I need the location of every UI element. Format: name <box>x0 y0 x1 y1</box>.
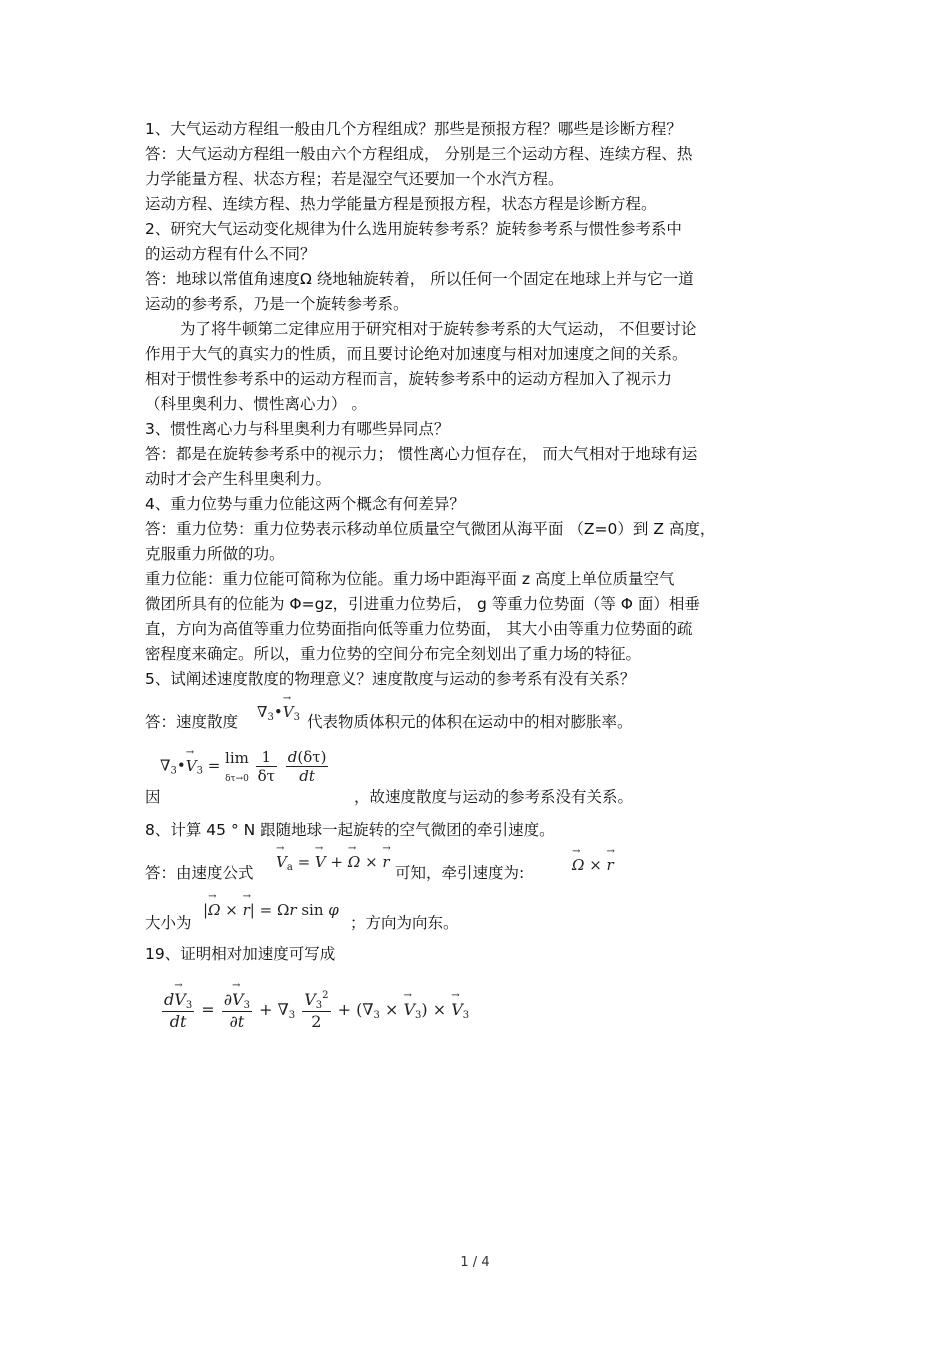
text-line: 运动的参考系，乃是一个旋转参考系。 <box>145 295 409 313</box>
text-line: 可知，牵引速度为: <box>395 864 525 882</box>
text-line: 大小为 <box>145 914 192 932</box>
text-line: 答：地球以常值角速度Ω 绕地轴旋转着， 所以任何一个固定在地球上并与它一道 <box>145 270 694 288</box>
page-number: 1 / 4 <box>460 1255 490 1270</box>
text-line: 因 <box>145 788 161 806</box>
text-line: ；方向为向东。 <box>350 914 459 932</box>
text-line: 重力位能：重力位能可简称为位能。重力场中距海平面 z 高度上单位质量空气 <box>145 570 675 588</box>
relative-acceleration-formula-image: $\frac{d\to V_3}{dt}$ = $\frac{\partial\to V_3}{\partial t}$ + $\nabla_3$ $\frac{V_3^2}{2}$ + ($\nabla_3$ × → $V_3$) × → $V_3$ <box>160 990 469 1031</box>
text-line: 2、研究大气运动变化规律为什么选用旋转参考系？旋转参考系与惯性参考系中 <box>145 220 682 238</box>
text-line: 的运动方程有什么不同？ <box>145 245 316 263</box>
text-line: 5、试阐述速度散度的物理意义？速度散度与运动的参考系有没有关系？ <box>145 670 636 688</box>
text-line: 为了将牛顿第二定律应用于研究相对于旋转参考系的大气运动， 不但要讨论 <box>180 320 697 338</box>
text-line: ，故速度散度与运动的参考系没有关系。 <box>354 788 634 806</box>
text-line: 19、证明相对加速度可写成 <box>145 945 336 963</box>
text-line: （科里奥利力、惯性离心力） 。 <box>145 395 367 413</box>
text-line: 直，方向为高值等重力位势面指向低等重力位势面， 其大小由等重力位势面的疏 <box>145 620 693 638</box>
traction-velocity-image: → Ω × → r <box>572 856 614 874</box>
text-line: 4、重力位势与重力位能这两个概念有何差异？ <box>145 495 465 513</box>
text-line: 克服重力所做的功。 <box>145 545 285 563</box>
text-line: 代表物质体积元的体积在运动中的相对膨胀率。 <box>307 713 633 731</box>
velocity-formula-image: → $V_a$ = → V + → Ω × → r <box>276 853 390 873</box>
text-line: 答：速度散度 <box>145 713 239 731</box>
text-line: 答：大气运动方程组一般由六个方程组成， 分别是三个运动方程、连续方程、热 <box>145 145 693 163</box>
text-line: 3、惯性离心力与科里奥利力有哪些异同点？ <box>145 420 450 438</box>
text-line: 密程度来确定。所以，重力位势的空间分布完全刻划出了重力场的特征。 <box>145 645 642 663</box>
text-line: 相对于惯性参考系中的运动方程而言，旋转参考系中的运动方程加入了视示力 <box>145 370 673 388</box>
text-line: 力学能量方程、状态方程；若是湿空气还要加一个水汽方程。 <box>145 170 564 188</box>
text-line: 微团所具有的位能为 Φ=gz，引进重力位势后， g 等重力位势面（等 Φ 面）相垂 <box>145 595 700 613</box>
text-line: 1、大气运动方程组一般由几个方程组成？那些是预报方程？哪些是诊断方程？ <box>145 120 682 138</box>
text-line: 运动方程、连续方程、热力学能量方程是预报方程，状态方程是诊断方程。 <box>145 195 657 213</box>
divergence-limit-formula-image: $\nabla_3•\to V_3 = \lim$ δτ→0 $\frac{1}{\delta\tau}$ $\frac{d(\delta\tau)}{dt}$ <box>160 748 330 785</box>
text-line: 8、计算 45 ° N 跟随地球一起旋转的空气微团的牵引速度。 <box>145 821 555 839</box>
text-line: 答：由速度公式 <box>145 864 254 882</box>
text-line: 作用于大气的真实力的性质，而且要讨论绝对加速度与相对加速度之间的关系。 <box>145 345 688 363</box>
text-line: 答：重力位势：重力位势表示移动单位质量空气微团从海平面 （Z=0）到 Z 高度， <box>145 520 716 538</box>
text-line: 动时才会产生科里奥利力。 <box>145 470 332 488</box>
text-line: 答：都是在旋转参考系中的视示力； 惯性离心力恒存在， 而大气相对于地球有运 <box>145 445 698 463</box>
magnitude-formula-image: |→ Ω × → r| = Ωr sin φ <box>203 901 339 919</box>
divergence-formula-image: $\nabla_3•\to V_3$ <box>257 703 300 723</box>
